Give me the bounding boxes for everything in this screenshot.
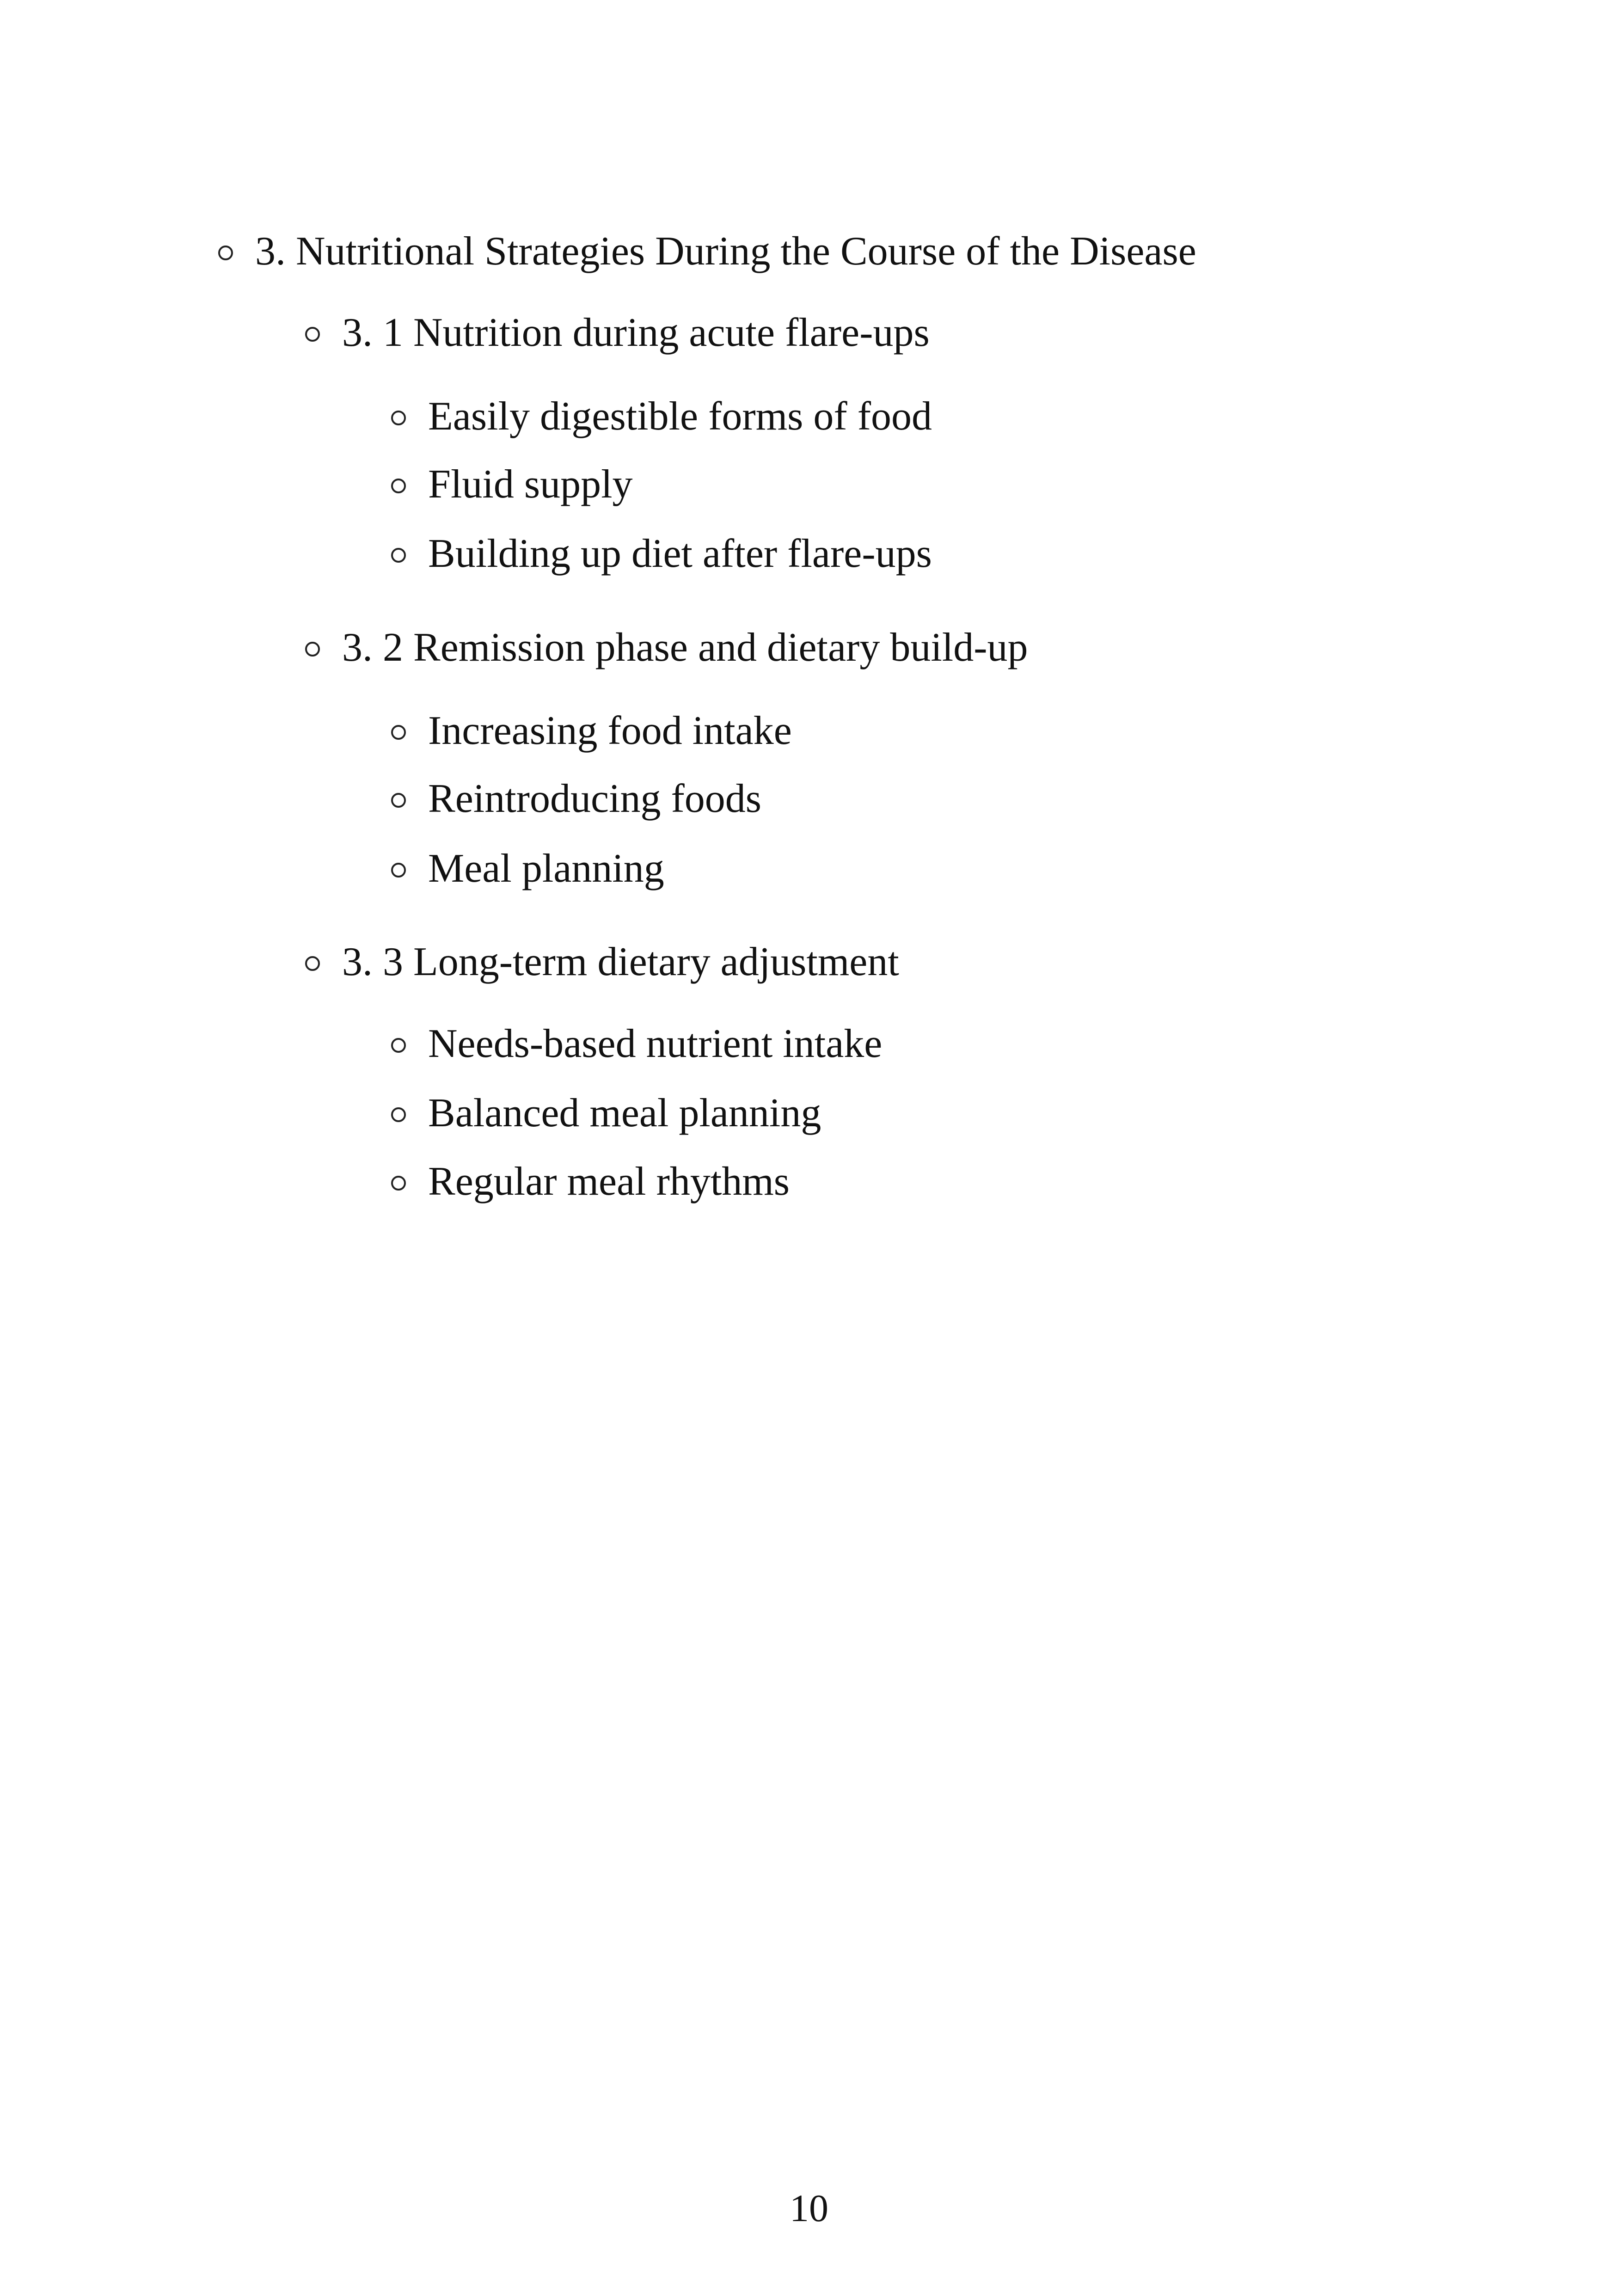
circle-bullet-icon: [391, 1176, 406, 1191]
list-item: Easily digestible forms of food: [428, 394, 932, 439]
circle-bullet-icon: [391, 725, 406, 740]
section-title: 3. 1 Nutrition during acute flare-ups: [342, 310, 930, 355]
circle-bullet-icon: [391, 1038, 406, 1053]
circle-bullet-icon: [391, 411, 406, 425]
circle-bullet-icon: [305, 956, 320, 971]
list-item: Needs-based nutrient intake: [428, 1021, 883, 1066]
section-title: 3. 2 Remission phase and dietary build-up: [342, 625, 1028, 670]
list-item: Increasing food intake: [428, 708, 792, 753]
list-item: Fluid supply: [428, 462, 633, 507]
list-item: Balanced meal planning: [428, 1091, 821, 1136]
list-item: Building up diet after flare-ups: [428, 531, 932, 576]
outline-heading: 3. Nutritional Strategies During the Course of the Disease: [255, 229, 1196, 274]
circle-bullet-icon: [391, 863, 406, 878]
list-item: Reintroducing foods: [428, 776, 762, 821]
circle-bullet-icon: [218, 246, 233, 260]
circle-bullet-icon: [305, 327, 320, 342]
list-item: Regular meal rhythms: [428, 1159, 790, 1204]
list-item: Meal planning: [428, 846, 664, 891]
page-number: 10: [790, 2187, 828, 2230]
circle-bullet-icon: [391, 1107, 406, 1122]
circle-bullet-icon: [391, 793, 406, 808]
circle-bullet-icon: [391, 479, 406, 493]
circle-bullet-icon: [391, 548, 406, 563]
section-title: 3. 3 Long-term dietary adjustment: [342, 939, 899, 984]
circle-bullet-icon: [305, 642, 320, 657]
